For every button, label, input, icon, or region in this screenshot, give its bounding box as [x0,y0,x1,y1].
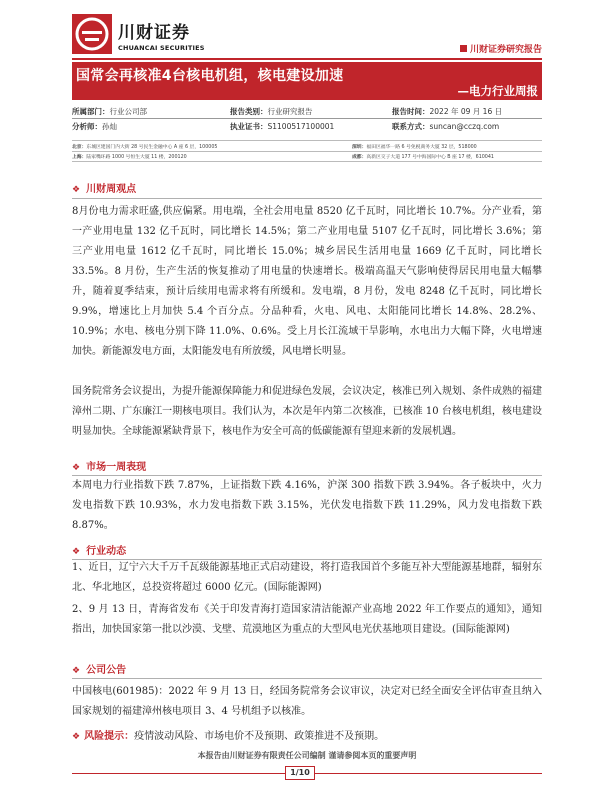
brand [118,18,205,52]
analyst-value: 孙灿 [102,122,117,131]
dept-value: 行业公司部 [109,106,147,116]
report-category-key: 报告类别： [230,106,268,116]
certificate-value: S1100517100001 [267,122,335,131]
shenzhen-address: 福田区福华一路 6 号免税商务大厦 32 层，518000 [366,144,477,150]
page-number: 1/10 [285,766,315,780]
analyst-key: 分析师： [72,122,102,131]
meta-row-2 [72,119,542,134]
header-divider [72,58,542,60]
chuancai-logo-icon [72,14,112,54]
section-heading-viewpoint: ❖ 川财周观点 [72,184,137,195]
shenzhen-key: 深圳： [352,144,367,150]
report-type-label: 川财证券研究报告 [460,42,542,55]
diamond-bullet-icon: ❖ [72,185,81,195]
report-subtitle: —电力行业周报 [457,84,538,98]
risk-label: 风险提示： [84,731,135,742]
section-heading-announcements: ❖ 公司公告 [72,665,127,676]
title-banner [72,62,542,100]
beijing-key: 北京： [72,144,87,150]
chengdu-key: 成都： [352,155,367,160]
section-heading-industry: ❖ 行业动态 [72,546,127,557]
office-addresses [72,140,542,162]
paragraph-company-announcement: 中国核电(601985)：2022 年 9 月 13 日，经国务院常务会议审议，决定对已经全面安全评估审查且纳入国家规划的福建漳州核电项目 3、4 号机组予以核准。 [72,686,542,717]
report-date-value: 2022 年 09 月 16 日 [429,106,503,116]
diamond-bullet-icon: ❖ [72,666,81,676]
paragraph-industry-news-2: 2、9 月 13 日，青海省发布《关于印发青海打造国家清洁能源产业高地 2022 年工作要点的通知》，通知指出，加快国家第一批以沙漠、戈壁、荒漠地区为重点的大型风电光伏基地项目建设。(国际能源网) [72,604,542,635]
address-row-1 [72,140,542,151]
meta-row-1 [72,104,542,119]
report-date-key: 报告时间： [392,106,430,116]
beijing-address: 东城区建国门内大街 28 号民生金融中心 A 座 6 层，100005 [86,144,218,150]
chengdu-address: 高新区交子大道 177 号中海国际中心 B 座 17 楼，610041 [366,155,494,160]
risk-text: 疫情波动风险、市场电价不及预期、政策推进不及预期。 [134,731,385,742]
report-meta [72,104,542,134]
page-header [72,14,542,54]
paragraph-industry-news-1: 1、近日，辽宁六大千万千瓦级能源基地正式启动建设，将打造我国首个多能互补大型能源基地群，辐射东北、华北地区，总投资将超过 6000 亿元。(国际能源网) [72,562,542,593]
paragraph-power-demand: 8月份电力需求旺盛,供应偏紧。用电端，全社会用电量 8520 亿千瓦时，同比增长 10.7%。分产业看，第一产业用电量 132 亿千瓦时，同比增长 14.5%；第二产业用电量 5107 亿千瓦时，同比增长 3.6%；第三产业用电量 1612 亿千瓦时，同比增长 15.0%；城乡居民生活用电量 1669 亿千瓦时，同比增长 33.5%。8 月份，生产生活的恢复推动了用电量的快速增长。极端高温天气影响使得居民用电量大幅攀升，随着夏季结束，预计后续用电需求将有所缓和。发电端，8 月份，发电 8248 亿千瓦时，同比增长 9.9%，增速比上月加快 5.4 个百分点。分品种看，火电、风电、太阳能同比增长 14.8%、28.2%、10.9%；水电、核电分别下降 11.0%、0.6%。受上月长江流域干旱影响，水电出力大幅下降，火电增速加快。新能源发电方面，太阳能发电有所放缓，风电增长明显。 [72,206,542,357]
square-bullet-icon [460,45,467,52]
shanghai-key: 上海： [72,155,87,160]
paragraph-nuclear-approval: 国务院常务会议提出，为提升能源保障能力和促进绿色发展，会议决定，核准已列入规划、条件成熟的福建漳州二期、广东廉江一期核电项目。我们认为，本次是年内第二次核准，已核准 10 台核电机组，核电建设明显加快。全球能源紧缺背景下，核电作为安全可高的低碳能源有望迎来新的发展机遇。 [72,386,542,437]
diamond-bullet-icon: ❖ [72,547,81,557]
dept-key: 所属部门： [72,106,110,116]
address-row-2 [72,151,542,162]
risk-warning [72,727,542,742]
contact-key: 联系方式： [392,122,430,131]
section-divider [72,678,542,679]
certificate-key: 执业证书： [230,122,268,131]
shanghai-address: 陆家嘴环路 1000 号恒生大厦 11 楼，200120 [86,155,187,160]
section-heading-market: ❖ 市场一周表现 [72,462,147,473]
diamond-bullet-icon: ❖ [72,732,81,742]
contact-value[interactable]: suncan@cczq.com [429,122,500,131]
report-category-value: 行业研究报告 [267,106,313,116]
section-divider [72,198,542,199]
paragraph-market-performance: 本周电力行业指数下跌 7.87%，上证指数下跌 4.16%，沪深 300 指数下跌 3.94%。各子板块中，火力发电指数下跌 10.93%，水力发电指数下跌 3.15%，光伏发电指数下跌 11.29%，风力发电指数下跌 8.87%。 [72,480,542,531]
report-title: 国常会再核准4台核电机组，核电建设加速 [76,68,344,84]
brand-name-en: CHUANCAI SECURITIES [118,44,205,52]
diamond-bullet-icon: ❖ [72,463,81,473]
brand-name-cn: 川财证券 [118,23,190,43]
footer-disclaimer: 本报告由川财证券有限责任公司编制 谨请参阅本页的重要声明 [197,751,417,760]
